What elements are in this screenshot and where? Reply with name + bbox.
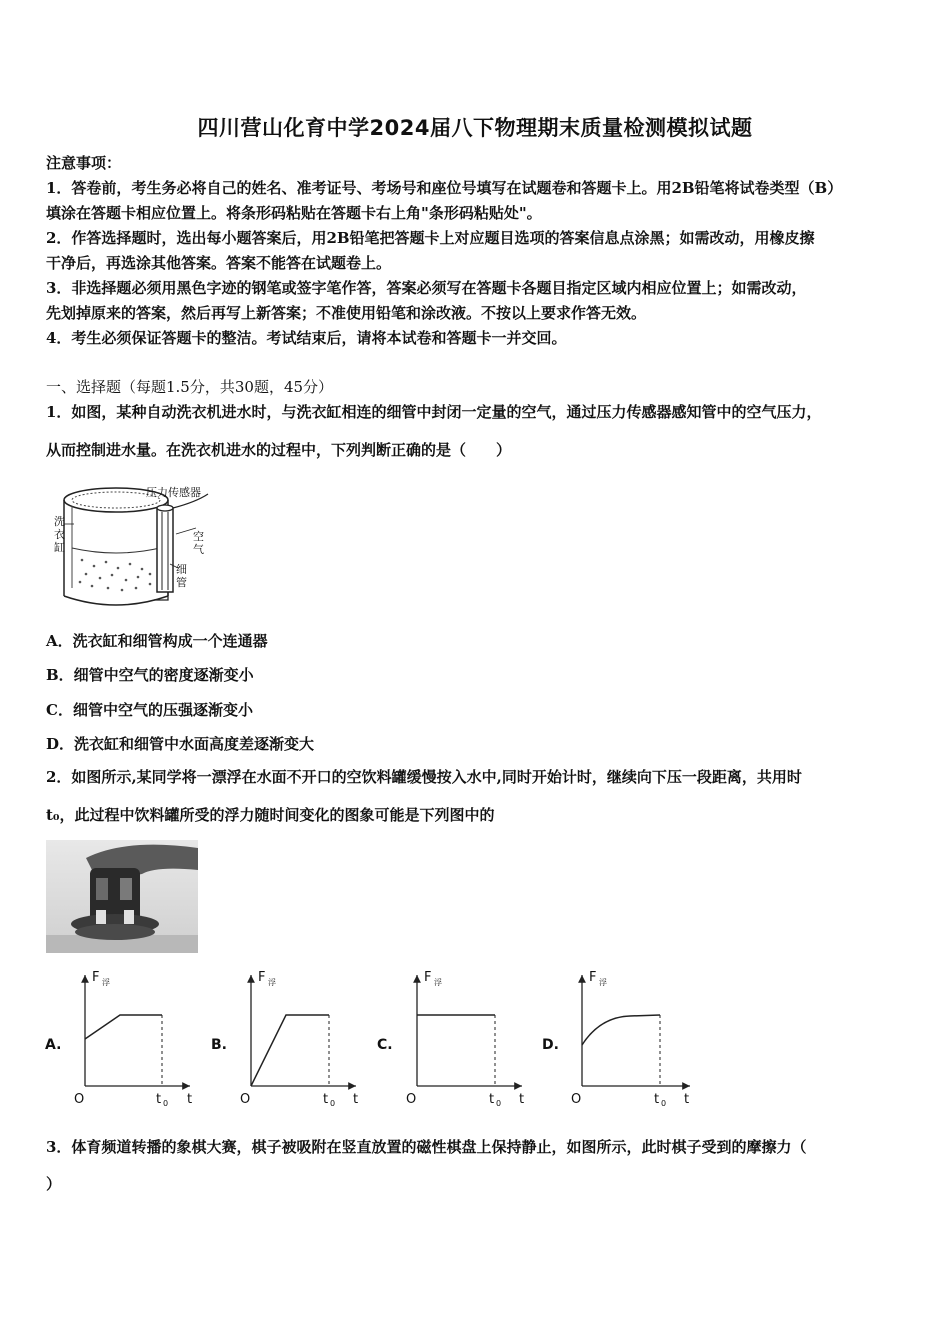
y-axis-label: F (589, 970, 597, 985)
notice-line: 先划掉原来的答案，然后再写上新答案；不准使用铅笔和涂改液。不按以上要求作答无效。 (46, 304, 647, 322)
t0-label: t (489, 1092, 495, 1107)
x-axis-label: t (519, 1092, 525, 1107)
graph-label-a: A. (45, 1037, 62, 1053)
question-1-line: 从而控制进水量。在洗衣机进水的过程中，下列判断正确的是（ ） (46, 441, 512, 459)
figure-label-tube: 细管 (176, 563, 187, 589)
t0-sub: 0 (330, 1099, 336, 1108)
origin-label: O (74, 1092, 85, 1107)
graph-d (582, 975, 690, 1086)
option-a: A．洗衣缸和细管构成一个连通器 (46, 632, 268, 650)
notice-line: 填涂在答题卡相应位置上。将条形码粘贴在答题卡右上角"条形码粘贴处"。 (46, 204, 542, 222)
notice-line: 1．答卷前，考生务必将自己的姓名、准考证号、考场号和座位号填写在试题卷和答题卡上。用2B铅笔将试卷类型（B） (46, 179, 843, 197)
t0-label: t (323, 1092, 329, 1107)
y-axis-sub: 浮 (102, 978, 110, 987)
figure-label-tub: 洗衣缸 (54, 515, 65, 554)
y-axis-sub: 浮 (434, 978, 442, 987)
graph-c (417, 975, 522, 1086)
question-2-line: t₀，此过程中饮料罐所受的浮力随时间变化的图象可能是下列图中的 (46, 806, 495, 824)
figure-label-sensor: 压力传感器 (146, 486, 201, 499)
t0-sub: 0 (163, 1099, 169, 1108)
can-photo (46, 840, 198, 953)
y-axis-sub: 浮 (599, 978, 607, 987)
graph-label-b: B. (211, 1037, 227, 1053)
t0-label: t (156, 1092, 162, 1107)
section-heading: 一、选择题（每题1.5分，共30题，45分） (46, 378, 334, 396)
y-axis-label: F (92, 970, 100, 985)
notice-line: 4．考生必须保证答题卡的整洁。考试结束后，请将本试卷和答题卡一并交回。 (46, 329, 567, 347)
option-b: B．细管中空气的密度逐渐变小 (46, 666, 254, 684)
question-2-line: 2．如图所示,某同学将一漂浮在水面不开口的空饮料罐缓慢按入水中,同时开始计时，继续向下压一段距离，共用时 (46, 768, 802, 786)
origin-label: O (406, 1092, 417, 1107)
graph-label-d: D. (542, 1037, 559, 1053)
graph-b (251, 975, 356, 1086)
y-axis-sub: 浮 (268, 978, 276, 987)
buoyancy-graphs (40, 965, 720, 1115)
t0-label: t (654, 1092, 660, 1107)
option-c: C．细管中空气的压强逐渐变小 (46, 701, 253, 719)
y-axis-label: F (424, 970, 432, 985)
origin-label: O (240, 1092, 251, 1107)
figure-label-air: 空气 (193, 530, 204, 556)
notice-line: 2．作答选择题时，选出每小题答案后，用2B铅笔把答题卡上对应题目选项的答案信息点涂黑；如需改动，用橡皮擦 (46, 229, 815, 247)
origin-label: O (571, 1092, 582, 1107)
page-title: 四川营山化育中学2024届八下物理期末质量检测模拟试题 (197, 116, 753, 140)
question-3-line: ） (46, 1175, 62, 1193)
x-axis-label: t (684, 1092, 690, 1107)
question-1-line: 1．如图，某种自动洗衣机进水时，与洗衣缸相连的细管中封闭一定量的空气，通过压力传感器感知管中的空气压力， (46, 403, 822, 421)
y-axis-label: F (258, 970, 266, 985)
option-d: D．洗衣缸和细管中水面高度差逐渐变大 (46, 735, 315, 753)
x-axis-label: t (353, 1092, 359, 1107)
notice-line: 干净后，再选涂其他答案。答案不能答在试题卷上。 (46, 254, 392, 272)
question-3-line: 3．体育频道转播的象棋大赛，棋子被吸附在竖直放置的磁性棋盘上保持静止，如图所示，此时棋子受到的摩擦力（ (46, 1138, 807, 1156)
notice-heading: 注意事项： (46, 154, 122, 172)
graph-a (85, 975, 190, 1086)
x-axis-label: t (187, 1092, 193, 1107)
notice-line: 3．非选择题必须用黑色字迹的钢笔或签字笔作答，答案必须写在答题卡各题目指定区域内相应位置上；如需改动， (46, 279, 807, 297)
t0-sub: 0 (661, 1099, 667, 1108)
t0-sub: 0 (496, 1099, 502, 1108)
graph-label-c: C. (377, 1037, 393, 1053)
